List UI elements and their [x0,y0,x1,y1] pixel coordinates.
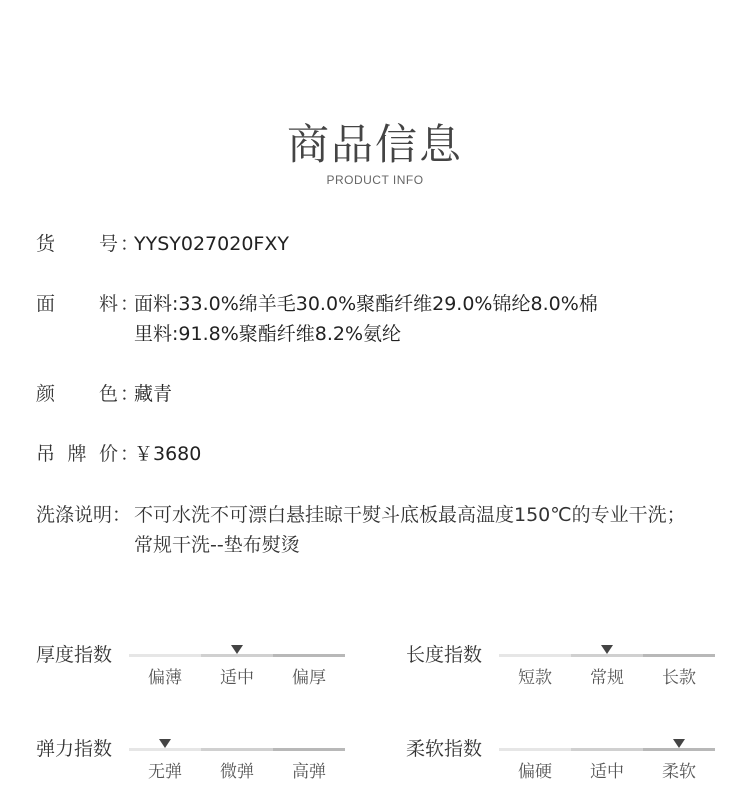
scale-option-mid: 适中 [590,762,624,782]
wash-label [36,500,134,530]
colon: ： [120,443,140,465]
scale-option-mid: 常规 [590,668,624,688]
length-index-label: 长度指数 [406,644,483,666]
elasticity-index [36,734,356,786]
scale-segment-high [273,654,345,657]
wash-line-2: 常规干洗--垫布熨烫 [134,534,300,556]
scale-option-low: 偏薄 [148,668,182,688]
scale-marker-icon [231,645,243,654]
fabric-row [36,289,716,349]
fabric-label [36,289,140,319]
thickness-index-label: 厚度指数 [36,644,113,666]
colon: ： [120,383,140,405]
scale-option-low: 偏硬 [518,762,552,782]
fabric-label-char-2: 料 [98,293,118,315]
scale-segment-low [499,748,571,751]
color-label-char-1: 颜 [36,383,56,405]
scale-segment-high [273,748,345,751]
price-value: ￥3680 [134,443,202,465]
scale-segment-high [643,654,715,657]
scale-option-mid: 微弹 [220,762,254,782]
wash-row [36,500,716,560]
scale-segment-low [129,748,201,751]
colon: ： [120,233,140,255]
color-value: 藏青 [134,383,173,405]
color-label-char-2: 色 [98,383,118,405]
colon: ： [120,293,140,315]
scale-option-high: 柔软 [662,762,696,782]
fabric-value [134,289,598,349]
price-label-char-3: 价 [98,443,118,465]
page-subtitle: PRODUCT INFO [326,173,424,187]
fabric-label-char-1: 面 [36,293,56,315]
scale-marker-icon [673,739,685,748]
sku-label [36,229,140,259]
page-title: 商品信息 [286,120,463,169]
scale-segment-low [129,654,201,657]
scale-marker-icon [601,645,613,654]
scale-segment-mid [201,748,273,751]
fabric-line-1: 面料:33.0%绵羊毛30.0%聚酯纤维29.0%锦纶8.0%棉 [134,293,598,315]
scale-segment-low [499,654,571,657]
scale-segment-mid [571,748,643,751]
scale-option-high: 长款 [662,668,696,688]
softness-index-label: 柔软指数 [406,738,483,760]
price-label-char-1: 吊 [36,443,56,465]
length-index [406,640,726,692]
scale-option-low: 短款 [518,668,552,688]
thickness-scale [129,640,345,688]
colon: ： [112,504,132,526]
scale-marker-icon [159,739,171,748]
price-label [36,439,140,469]
sku-label-char-2: 号 [98,233,118,255]
price-row [36,439,716,469]
scale-option-mid: 适中 [220,668,254,688]
scale-option-high: 高弹 [292,762,326,782]
wash-value [134,500,686,560]
fabric-line-2: 里料:91.8%聚酯纤维8.2%氨纶 [134,323,402,345]
scale-segment-mid [201,654,273,657]
softness-index [406,734,726,786]
scale-segment-mid [571,654,643,657]
wash-label-text: 洗涤说明 [36,504,113,526]
sku-row [36,229,716,259]
thickness-index [36,640,356,692]
color-row [36,379,716,409]
scale-segment-high [643,748,715,751]
price-label-char-2: 牌 [67,443,87,465]
sku-label-char-1: 货 [36,233,56,255]
scale-option-high: 偏厚 [292,668,326,688]
elasticity-scale [129,734,345,782]
scale-option-low: 无弹 [148,762,182,782]
elasticity-index-label: 弹力指数 [36,738,113,760]
color-label [36,379,140,409]
length-scale [499,640,715,688]
softness-scale [499,734,715,782]
wash-line-1: 不可水洗不可漂白悬挂晾干熨斗底板最高温度150℃的专业干洗； [134,504,686,526]
sku-value: YYSY027020FXY [134,233,289,255]
